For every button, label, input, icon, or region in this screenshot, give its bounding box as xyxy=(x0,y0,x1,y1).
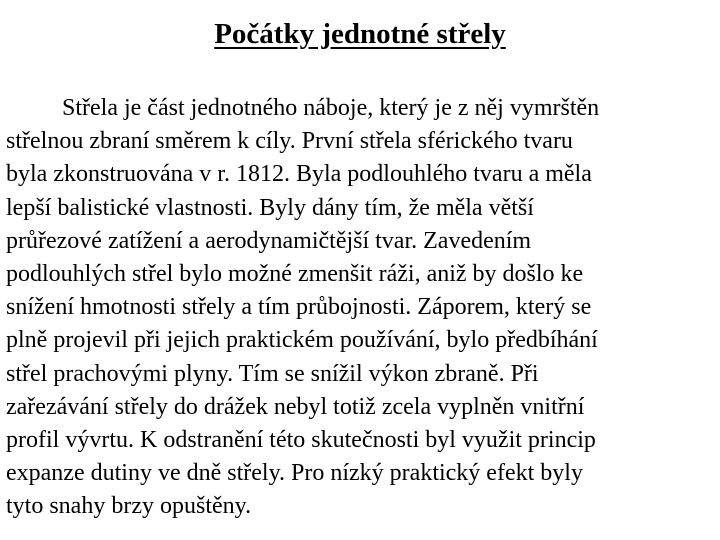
paragraph-line: snížení hmotnosti střely a tím průbojnosti. Záporem, který se xyxy=(6,294,592,321)
paragraph-line: střel prachovými plyny. Tím se snížil výkon zbraně. Při xyxy=(6,360,539,387)
paragraph-line: podlouhlých střel bylo možné zmenšit ráži, aniž by došlo ke xyxy=(6,261,584,288)
paragraph-line: plně projevil při jejich praktickém používání, bylo předbíhání xyxy=(6,327,598,354)
paragraph-line: lepší balistické vlastnosti. Byly dány tím, že měla větší xyxy=(6,194,534,221)
paragraph-line: tyto snahy brzy opuštěny. xyxy=(6,493,252,520)
paragraph-line: profil vývrtu. K odstranění této skutečnosti byl využit princip xyxy=(6,427,596,454)
body-paragraph xyxy=(6,92,711,524)
slide-title: Počátky jednotné střely xyxy=(214,18,506,50)
paragraph-line: zařezávání střely do drážek nebyl totiž zcela vyplněn vnitřní xyxy=(6,393,585,420)
paragraph-line: průřezové zatížení a aerodynamičtější tvar. Zavedením xyxy=(6,227,532,254)
paragraph-line: byla zkonstruována v r. 1812. Byla podlouhlého tvaru a měla xyxy=(6,161,592,188)
paragraph-line: expanze dutiny ve dně střely. Pro nízký praktický efekt byly xyxy=(6,460,583,487)
paragraph-line: Střela je část jednotného náboje, který je z něj vymrštěn xyxy=(62,95,600,121)
paragraph-line: střelnou zbraní směrem k cíly. První střela sférického tvaru xyxy=(6,128,573,155)
